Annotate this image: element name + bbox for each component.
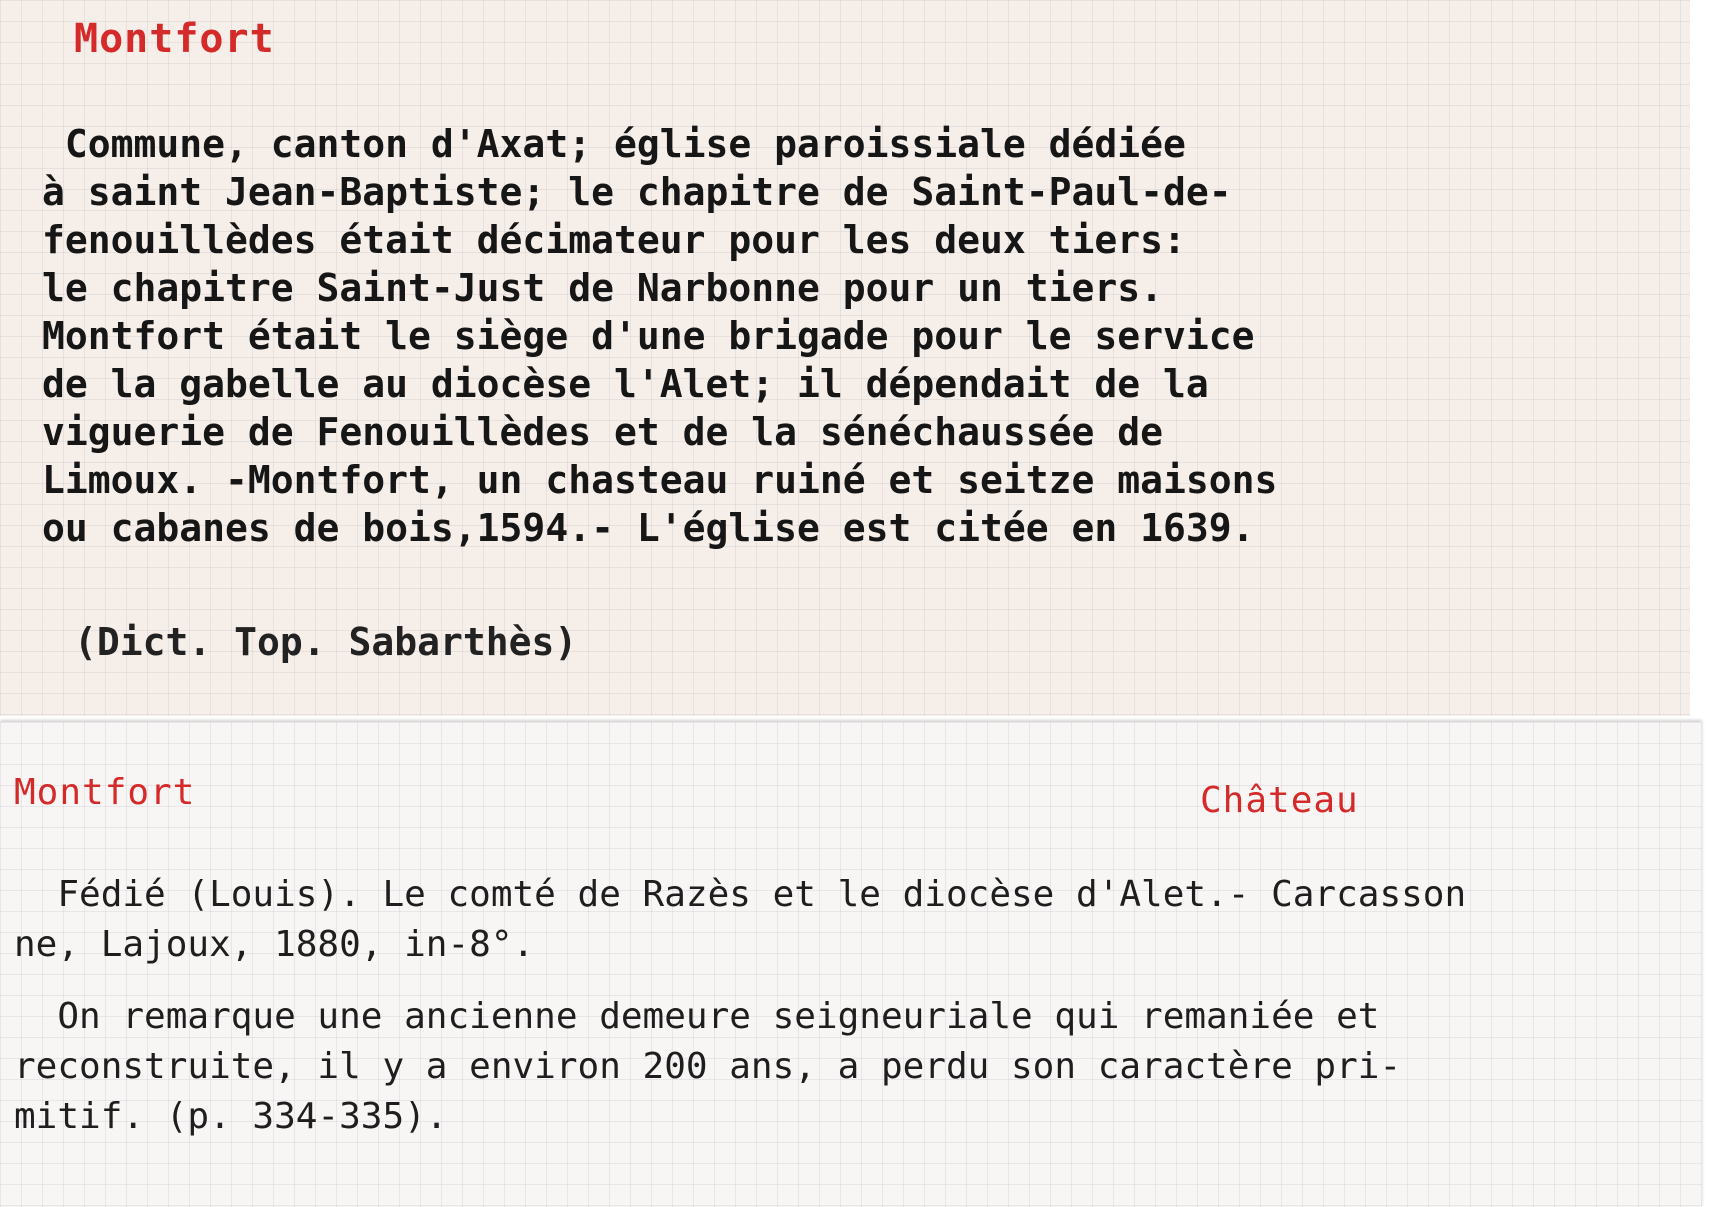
text-line: ne, Lajoux, 1880, in-8°.	[14, 924, 535, 965]
source-citation: (Dict. Top. Sabarthès)	[74, 620, 578, 664]
card-heading: Montfort	[14, 772, 196, 813]
text-line: Fédié (Louis). Le comté de Razès et le diocèse d'Alet.- Carcasson	[14, 874, 1467, 915]
card-body-text	[42, 120, 1682, 552]
text-line: ou cabanes de bois,1594.- L'église est citée en 1639.	[42, 506, 1255, 550]
description-paragraph	[14, 992, 1704, 1142]
text-line: Commune, canton d'Axat; église paroissiale dédiée	[42, 122, 1186, 166]
text-line: le chapitre Saint-Just de Narbonne pour un tiers.	[42, 266, 1164, 310]
text-line: On remarque une ancienne demeure seigneuriale qui remaniée et	[14, 996, 1380, 1037]
bibliography-paragraph	[14, 870, 1704, 970]
text-line: Montfort était le siège d'une brigade pour le service	[42, 314, 1255, 358]
index-card-chateau	[0, 722, 1702, 1207]
text-line: mitif. (p. 334-335).	[14, 1096, 448, 1137]
text-line: Limoux. -Montfort, un chasteau ruiné et seitze maisons	[42, 458, 1278, 502]
text-line: à saint Jean-Baptiste; le chapitre de Saint-Paul-de-	[42, 170, 1232, 214]
text-line: fenouillèdes était décimateur pour les deux tiers:	[42, 218, 1186, 262]
section-label: Château	[1200, 780, 1359, 821]
card-heading: Montfort	[74, 16, 275, 62]
card-body-text	[14, 870, 1704, 1164]
text-line: viguerie de Fenouillèdes et de la sénéchaussée de	[42, 410, 1164, 454]
text-line: de la gabelle au diocèse l'Alet; il dépendait de la	[42, 362, 1209, 406]
text-line: reconstruite, il y a environ 200 ans, a perdu son caractère pri-	[14, 1046, 1402, 1087]
